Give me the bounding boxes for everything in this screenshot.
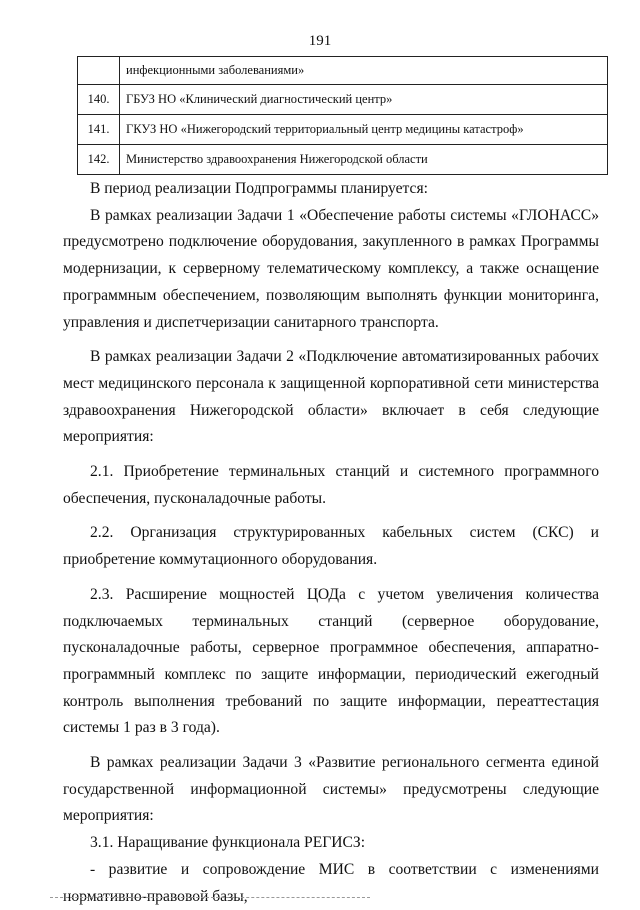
page-number: 191 bbox=[308, 33, 332, 49]
organization-name-cell: Министерство здравоохранения Нижегородской области bbox=[120, 145, 608, 175]
table-row bbox=[78, 57, 608, 85]
item-2-3: 2.3. Расширение мощностей ЦОДа с учетом увеличения количества подключаемых терминальных станций (серверное оборудование, пусконаладочные работы, серверное программное обеспечения, аппаратно-программный комплекс по защите информации, периодический ежегодный контроль выполнения требований по защите информации, переаттестация системы 1 раз в 3 года). bbox=[63, 585, 599, 737]
item-2-1: 2.1. Приобретение терминальных станций и системного программного обеспечения, пусконаладочные работы. bbox=[63, 463, 599, 507]
task2-paragraph: В рамках реализации Задачи 2 «Подключение автоматизированных рабочих мест медицинского персонала к защищенной корпоративной сети министерства здравоохранения Нижегородской области» включает в себя следующие мероприятия: bbox=[63, 348, 599, 446]
row-number-cell: 142. bbox=[78, 145, 120, 175]
table-row bbox=[78, 115, 608, 145]
item-3-1-a: - развитие и сопровождение МИС в соответствии с изменениями нормативно-правовой базы, bbox=[63, 860, 599, 905]
intro-paragraph: В период реализации Подпрограммы планируется: bbox=[90, 180, 428, 197]
footer-divider bbox=[50, 897, 370, 900]
row-number-cell: 140. bbox=[78, 85, 120, 115]
organizations-table bbox=[77, 56, 608, 175]
item-3-1: 3.1. Наращивание функционала РЕГИСЗ: bbox=[90, 834, 366, 852]
row-number-cell: 141. bbox=[78, 115, 120, 145]
document-body bbox=[63, 176, 599, 910]
organization-name-cell: инфекционными заболеваниями» bbox=[120, 57, 608, 85]
organization-name-cell: ГБУЗ НО «Клинический диагностический центр» bbox=[120, 85, 608, 115]
table-row bbox=[78, 85, 608, 115]
organization-name-cell: ГКУЗ НО «Нижегородский территориальный центр медицины катастроф» bbox=[120, 115, 608, 145]
task3-paragraph: В рамках реализации Задачи 3 «Развитие регионального сегмента единой государственной информационной системы» предусмотрены следующие мероприятия: bbox=[63, 754, 599, 825]
row-number-cell bbox=[78, 57, 120, 85]
table-row bbox=[78, 145, 608, 175]
item-2-2: 2.2. Организация структурированных кабельных систем (СКС) и приобретение коммутационного оборудования. bbox=[63, 524, 599, 569]
task1-paragraph: В рамках реализации Задачи 1 «Обеспечение работы системы «ГЛОНАСС» предусмотрено подключение оборудования, закупленного в рамках Программы модернизации, к серверному телематическому комплексу, а также оснащение программным обеспечением, позволяющим выполнять функции мониторинга, управления и диспетчеризации санитарного транспорта. bbox=[63, 206, 599, 331]
